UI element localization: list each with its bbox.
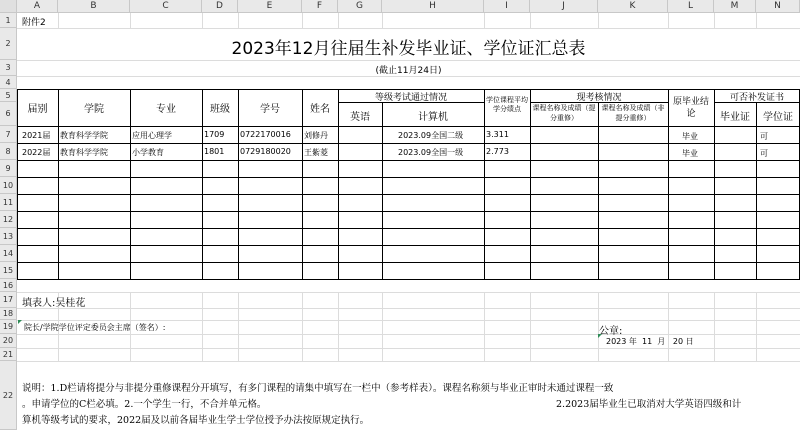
gridline [17, 292, 800, 293]
filler-label [22, 294, 85, 309]
sheet-subtitle: (截止11月24日) [375, 66, 442, 76]
header-college: 学院 [84, 104, 104, 115]
gridline [484, 13, 485, 28]
column-header-g[interactable]: G [338, 0, 382, 13]
comment-indicator [18, 320, 22, 324]
gridline [130, 13, 131, 28]
row-header-5[interactable]: 5 [0, 89, 17, 102]
gridline [238, 13, 239, 28]
gridline [17, 334, 800, 335]
column-header-d[interactable]: D [202, 0, 238, 13]
gridline [302, 292, 303, 361]
column-header-b[interactable]: B [58, 0, 130, 13]
gridline [17, 361, 800, 362]
cell-name[interactable]: 王紫菱 [304, 148, 328, 157]
gridline [58, 13, 59, 28]
gridline [756, 292, 757, 361]
table-border [17, 143, 800, 144]
gridline [714, 292, 715, 361]
table-border [17, 177, 800, 178]
gridline [668, 13, 669, 28]
gridline [17, 320, 800, 321]
note-line-1: 说明：1.D栏请将提分与非提分重修课程分开填写，有多门课程的请集中填写在一栏中（参考样表）。课程名称须与毕业正审时未通过课程一致 [22, 383, 614, 394]
header-session: 届别 [27, 104, 48, 115]
cell-major[interactable]: 应用心理学 [132, 131, 172, 140]
gridline [338, 292, 339, 361]
gridline [17, 28, 800, 29]
cell-name[interactable]: 刘修丹 [304, 131, 328, 140]
column-header-f[interactable]: F [302, 0, 338, 13]
table-border [484, 89, 485, 280]
header-review-group: 现考核情况 [576, 93, 622, 103]
header-computer: 计算机 [418, 112, 448, 123]
cell-session[interactable]: 2022届 [22, 148, 51, 157]
row-header-4[interactable]: 4 [0, 76, 17, 89]
header-diploma: 毕业证 [720, 112, 750, 123]
table-border [756, 102, 757, 280]
header-class: 班级 [210, 104, 230, 115]
table-border [668, 89, 669, 280]
row-header-14[interactable]: 14 [0, 245, 17, 262]
header-course-not-raised: 课程名称及成绩（非提分重修） [601, 104, 665, 122]
filler-label-text: 填表人: [22, 298, 56, 309]
table-border [17, 126, 800, 127]
row-header-2[interactable]: 2 [0, 28, 17, 60]
gridline [238, 292, 239, 361]
cell-gpa[interactable]: 3.311 [486, 130, 509, 139]
column-header-k[interactable]: K [598, 0, 668, 13]
header-reissue-group: 可否补发证书 [729, 93, 784, 103]
table-border [238, 89, 239, 280]
select-all-corner[interactable] [0, 0, 17, 13]
table-border [302, 89, 303, 280]
table-border [58, 89, 59, 280]
table-border [17, 245, 800, 246]
gridline [756, 13, 757, 28]
table-border [17, 194, 800, 195]
header-degree: 学位证 [763, 112, 793, 123]
gridline [302, 13, 303, 28]
column-header-e[interactable]: E [238, 0, 302, 13]
gridline [17, 348, 800, 349]
gridline [714, 13, 715, 28]
row-header-9[interactable]: 9 [0, 160, 17, 177]
row-header-15[interactable]: 15 [0, 262, 17, 279]
column-header-a[interactable]: A [17, 0, 58, 13]
row-header-7[interactable]: 7 [0, 126, 17, 143]
table-border [17, 160, 800, 161]
column-header-i[interactable]: I [484, 0, 530, 13]
header-grade-exam-group: 等级考试通过情况 [374, 93, 447, 103]
row-header-13[interactable]: 13 [0, 228, 17, 245]
row-header-19[interactable]: 19 [0, 320, 17, 334]
table-border [17, 211, 800, 212]
row-header-18[interactable]: 18 [0, 308, 17, 320]
column-header-l[interactable]: L [668, 0, 714, 13]
comment-indicator [598, 334, 602, 338]
gridline [668, 292, 669, 361]
table-border [382, 102, 383, 280]
cell-major[interactable]: 小学教育 [132, 148, 164, 157]
gridline [17, 76, 800, 77]
row-header-3[interactable]: 3 [0, 60, 17, 76]
row-header-21[interactable]: 21 [0, 348, 17, 361]
table-border [17, 279, 800, 280]
cell-session[interactable]: 2021届 [22, 131, 51, 140]
note-line-3: 算机等级考试的要求，2022届及以前各届毕业生学士学位授予办法按原规定执行。 [22, 415, 370, 426]
cell-conclusion[interactable]: 毕业 [682, 149, 698, 158]
column-header-c[interactable]: C [130, 0, 202, 13]
gridline [382, 292, 383, 361]
seal-label: 公章: [599, 326, 623, 337]
gridline [484, 292, 485, 361]
row-header-16[interactable]: 16 [0, 279, 17, 292]
cell-class[interactable]: 1709 [204, 130, 225, 139]
gridline [338, 13, 339, 28]
column-header-h[interactable]: H [382, 0, 484, 13]
row-header-22[interactable]: 22 [0, 361, 17, 430]
table-border [202, 89, 203, 280]
sheet-title: 2023年12月往届生补发毕业证、学位证汇总表 [231, 39, 586, 59]
gridline [382, 13, 383, 28]
cell-student-id[interactable]: 0722170016 [240, 130, 291, 139]
column-header-j[interactable]: J [530, 0, 598, 13]
gridline [530, 292, 531, 361]
cell-class[interactable]: 1801 [204, 147, 225, 156]
attachment-label: 附件2 [22, 18, 46, 28]
cell-computer[interactable]: 2023.09全国二级 [398, 131, 464, 140]
cell-gpa[interactable]: 2.773 [486, 147, 509, 156]
approver-signature-label: 院长/学院学位评定委员会主席（签名）: [24, 323, 166, 332]
cell-student-id[interactable]: 0729180020 [240, 147, 291, 156]
gridline [17, 60, 800, 61]
row-header-10[interactable]: 10 [0, 177, 17, 194]
table-border [130, 89, 131, 280]
column-header-m[interactable]: M [714, 0, 756, 13]
header-course-raised: 课程名称及成绩（提分重修） [532, 104, 596, 122]
header-english: 英语 [350, 112, 370, 123]
gridline [202, 292, 203, 361]
row-header-12[interactable]: 12 [0, 211, 17, 228]
table-border [17, 89, 18, 280]
filler-name: 吴桂花 [55, 298, 86, 309]
date-text: 2023 年 11 月 20 日 [606, 337, 694, 346]
note-line-2-right: 2.2023届毕业生已取消对大学英语四级和计 [556, 399, 742, 410]
table-border [17, 262, 800, 263]
row-header-11[interactable]: 11 [0, 194, 17, 211]
gridline [530, 13, 531, 28]
header-student-id: 学号 [260, 104, 280, 115]
row-header-1[interactable]: 1 [0, 13, 17, 28]
row-header-8[interactable]: 8 [0, 143, 17, 160]
header-name: 姓名 [310, 104, 330, 115]
note-line-2: 。申请学位的C栏必填。2.一个学生一行，不合并单元格。 [22, 399, 267, 410]
table-border [598, 102, 599, 280]
gridline [202, 13, 203, 28]
header-graduation-conclusion: 原毕业结论 [672, 97, 709, 119]
column-header-n[interactable]: N [756, 0, 800, 13]
row-header-6[interactable]: 6 [0, 102, 17, 126]
cell-college[interactable]: 教育科学学院 [60, 131, 108, 140]
cell-degree[interactable]: 可 [760, 149, 768, 158]
header-gpa: 学位课程平均学分绩点 [486, 96, 528, 113]
cell-computer[interactable]: 2023.09全国一级 [398, 148, 464, 157]
gridline [598, 13, 599, 28]
row-header-20[interactable]: 20 [0, 334, 17, 348]
header-major: 专业 [156, 104, 176, 115]
gridline [17, 308, 800, 309]
cell-college[interactable]: 教育科学学院 [60, 148, 108, 157]
cell-conclusion[interactable]: 毕业 [682, 132, 698, 141]
cell-degree[interactable]: 可 [760, 132, 768, 141]
table-border [17, 228, 800, 229]
row-header-17[interactable]: 17 [0, 292, 17, 308]
